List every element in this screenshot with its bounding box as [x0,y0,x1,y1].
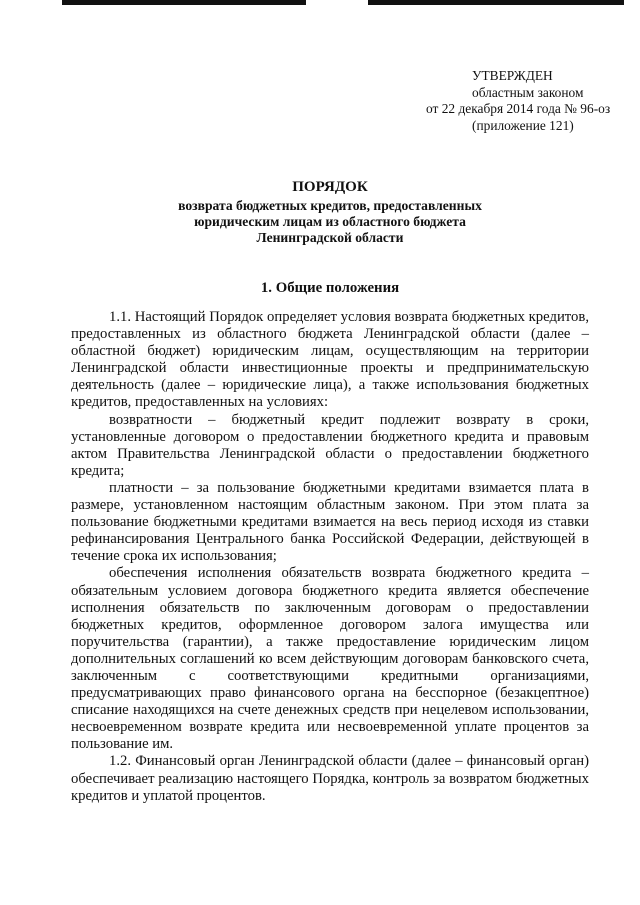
approval-line-law: областным законом [472,84,584,100]
scan-edge-mark-right [368,0,624,5]
section-heading: 1. Общие положения [260,280,400,296]
section-body [71,309,589,805]
approval-line-approved: УТВЕРЖДЕН [472,68,553,83]
paragraph-payment: платности – за пользование бюджетными кредитами взимается плата в размере, установленном настоящим областным законом. При этом плата за пользование бюджетными кредитами взимается на весь период исходя из ставки рефинансирования Центрального банка Российской Федерации, действующей в течение срока их использования; [71,479,589,565]
paragraph-1-1: 1.1. Настоящий Порядок определяет условия возврата бюджетных кредитов, предоставленных из областного бюджета Ленинградской области (далее – областной бюджет) юридическим лицам, осуществляющим на территории Ленинградской области инвестиционные проекты и предпринимательскую деятельность (далее – юридические лица), а также использования бюджетных кредитов, предоставленных на условиях: [71,309,589,411]
paragraph-security: обеспечения исполнения обязательств возврата бюджетного кредита – обязательным условием договора бюджетного кредита является обеспечение исполнения обязательств по заключенным договорам о предоставлении бюджетных кредитов, оформленное договором залога имущества или поручительства (гарантии), а также предоставление юридическим лицом дополнительных соглашений ко всем действующим договорам банковского счета, заключенным с соответствующими кредитными организациями, предусматривающих право финансового органа на бесспорное (безакцептное) списание находящихся на счете денежных средств при нецелевом использовании, несвоевременном возврате кредита или несвоевременной уплате процентов за пользование им. [71,565,589,753]
title-subline: юридическим лицам из областного бюджета [194,214,466,230]
approval-line-date: от 22 декабря 2014 года № 96-оз [426,101,611,116]
approval-line-appendix: (приложение 121) [472,117,574,133]
document-title [60,178,600,247]
title-subline: Ленинградской области [256,230,404,246]
paragraph-repayment: возвратности – бюджетный кредит подлежит возврату в сроки, установленные договором о предоставлении бюджетного кредита и правовым актом Правительства Ленинградской области о предоставлении бюджетного кредита; [71,411,589,479]
scan-edge-mark-left [62,0,306,5]
title-subline: возврата бюджетных кредитов, предоставленных [178,198,482,213]
title-main: ПОРЯДОК [292,179,368,195]
approval-stamp-block [418,68,633,134]
paragraph-1-2: 1.2. Финансовый орган Ленинградской области (далее – финансовый орган) обеспечивает реализацию настоящего Порядка, контроль за возвратом бюджетных кредитов и уплатой процентов. [71,753,589,804]
